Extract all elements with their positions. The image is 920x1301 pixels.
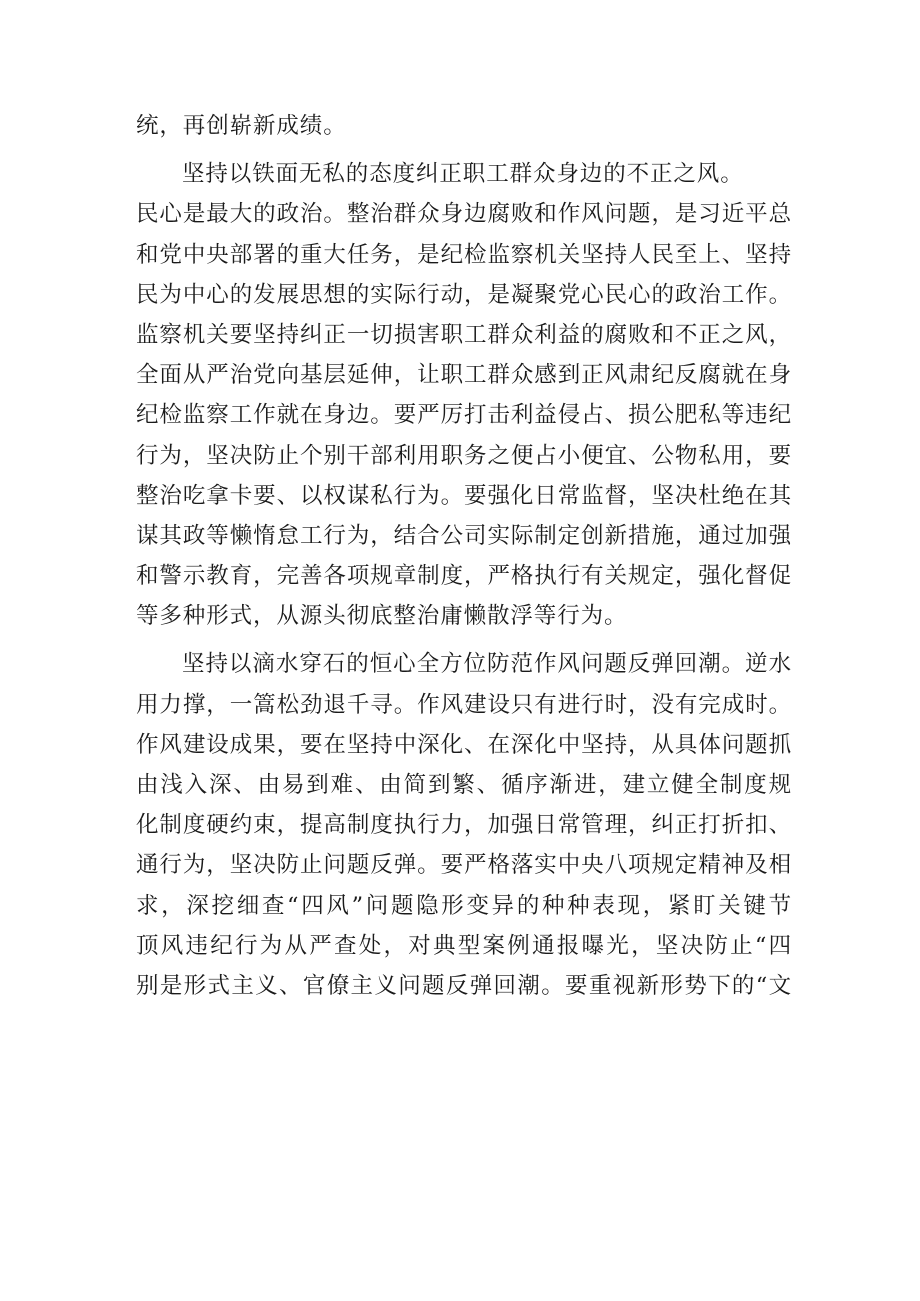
paragraph-1-line-1: 统，再创崭新成绩。 <box>136 113 347 139</box>
paragraph-2-line-2: 民心是最大的政治。整治群众身边腐败和作风问题，是习近平总 <box>136 201 792 228</box>
paragraph-3-line-4: 由浅入深、由易到难、由简到繁、循序渐进，建立健全制度规 <box>136 772 792 798</box>
paragraph-3-line-3: 作风建设成果，要在坚持中深化、在深化中坚持，从具体问题抓 <box>136 731 792 758</box>
paragraph-2-line-9: 整治吃拿卡要、以权谋私行为。要强化日常监督，坚决杜绝在其 <box>136 482 792 509</box>
paragraph-2-line-8: 行为，坚决防止个别干部利用职务之便占小便宜、公物私用，要 <box>136 442 792 469</box>
paragraph-3-line-1: 坚持以滴水穿石的恒心全方位防范作风问题反弹回潮。逆水 <box>182 651 792 678</box>
paragraph-gap <box>136 636 792 644</box>
paragraph-2-line-4: 民为中心的发展思想的实际行动，是凝聚党心民心的政治工作。 <box>136 281 792 308</box>
paragraph-2-line-6: 全面从严治党向基层延伸，让职工群众感到正风肃纪反腐就在身 <box>136 362 792 389</box>
paragraph-3-line-5: 化制度硬约束，提高制度执行力，加强日常管理，纠正打折扣、 <box>136 812 792 839</box>
paragraph-2-line-11: 和警示教育，完善各项规章制度，严格执行有关规定，强化督促 <box>136 563 792 590</box>
paragraph-3-line-2: 用力撑，一篙松劲退千寻。作风建设只有进行时，没有完成时。 <box>136 691 792 718</box>
paragraph-3-line-8: 顶风违纪行为从严查处，对典型案例通报曝光，坚决防止“四 <box>136 932 792 959</box>
paragraph-3-line-6: 通行为，坚决防止问题反弹。要严格落实中央八项规定精神及相 <box>136 852 792 879</box>
paragraph-2-line-5: 监察机关要坚持纠正一切损害职工群众利益的腐败和不正之风， <box>136 321 792 348</box>
paragraph-2-heading-line: 坚持以铁面无私的态度纠正职工群众身边的不正之风。 <box>182 161 744 188</box>
paragraph-gap <box>136 146 792 154</box>
body-text <box>136 106 792 1006</box>
paragraph-2-line-12: 等多种形式，从源头彻底整治庸懒散浮等行为。 <box>136 603 628 630</box>
paragraph-2-line-10: 谋其政等懒惰怠工行为，结合公司实际制定创新措施，通过加强 <box>136 522 792 549</box>
paragraph-2-line-7: 纪检监察工作就在身边。要严厉打击利益侵占、损公肥私等违纪 <box>136 402 792 429</box>
paragraph-3-line-9: 别是形式主义、官僚主义问题反弹回潮。要重视新形势下的“文 <box>136 972 792 999</box>
paragraph-2-line-3: 和党中央部署的重大任务，是纪检监察机关坚持人民至上、坚持 <box>136 241 792 268</box>
paragraph-3-line-7: 求，深挖细查“四风”问题隐形变异的种种表现，紧盯关键节 <box>136 892 792 919</box>
